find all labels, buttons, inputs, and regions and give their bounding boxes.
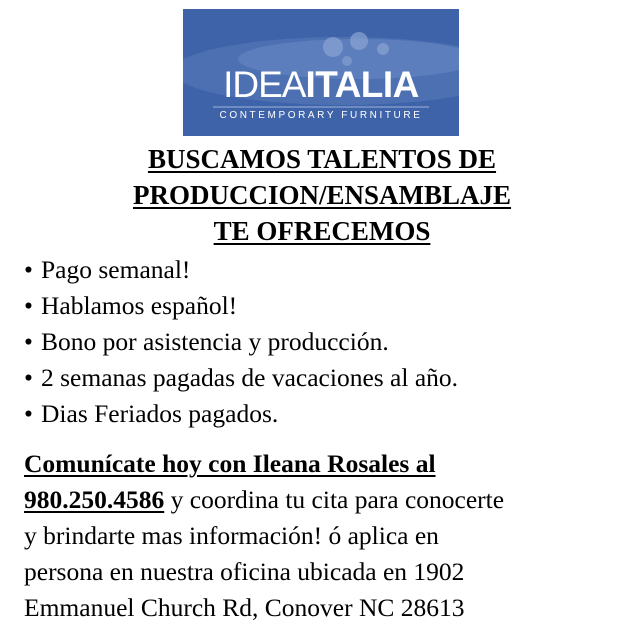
bullet-icon: • (24, 291, 33, 320)
bullet-icon: • (24, 327, 33, 356)
contact-line-3: y brindarte mas información! ó aplica en (24, 521, 439, 550)
logo-tagline: CONTEMPORARY FURNITURE (219, 110, 423, 121)
benefit-item (24, 396, 458, 432)
headline-line-1: BUSCAMOS TALENTOS DE (147, 144, 497, 174)
benefit-text: Bono por asistencia y producción. (41, 327, 389, 356)
contact-address: Emmanuel Church Rd, Conover NC 28613 (24, 593, 465, 622)
logo-wordmark (183, 65, 459, 105)
benefit-item (24, 324, 458, 360)
contact-paragraph (24, 446, 640, 626)
idea-italia-logo (183, 9, 459, 136)
benefits-list (24, 252, 458, 432)
headline-line-3: TE OFRECEMOS (213, 216, 431, 246)
benefit-text: Dias Feriados pagados. (41, 399, 279, 428)
contact-phone: 980.250.4586 (24, 485, 165, 514)
benefit-item (24, 288, 458, 324)
logo-bubble-3 (377, 43, 389, 55)
contact-line-4: persona en nuestra oficina ubicada en 1902 (24, 557, 465, 586)
logo-brand-light: IDEA (223, 64, 306, 105)
contact-phone-line (24, 482, 640, 518)
benefit-text: Hablamos español! (41, 291, 238, 320)
benefit-item (24, 360, 458, 396)
headline-line-2: PRODUCCION/ENSAMBLAJE (132, 180, 512, 210)
contact-text-after-phone: y coordina tu cita para conocerte (164, 485, 505, 514)
logo-bubble-2 (350, 32, 368, 50)
benefit-item (24, 252, 458, 288)
logo-brand-bold: ITALIA (305, 64, 419, 105)
bullet-icon: • (24, 255, 33, 284)
contact-call-to-action: Comunícate hoy con Ileana Rosales al (24, 449, 436, 478)
benefit-text: Pago semanal! (41, 255, 191, 284)
logo-bubble-1 (323, 37, 343, 57)
bullet-icon: • (24, 399, 33, 428)
benefit-text: 2 semanas pagadas de vacaciones al año. (41, 363, 459, 392)
bullet-icon: • (24, 363, 33, 392)
